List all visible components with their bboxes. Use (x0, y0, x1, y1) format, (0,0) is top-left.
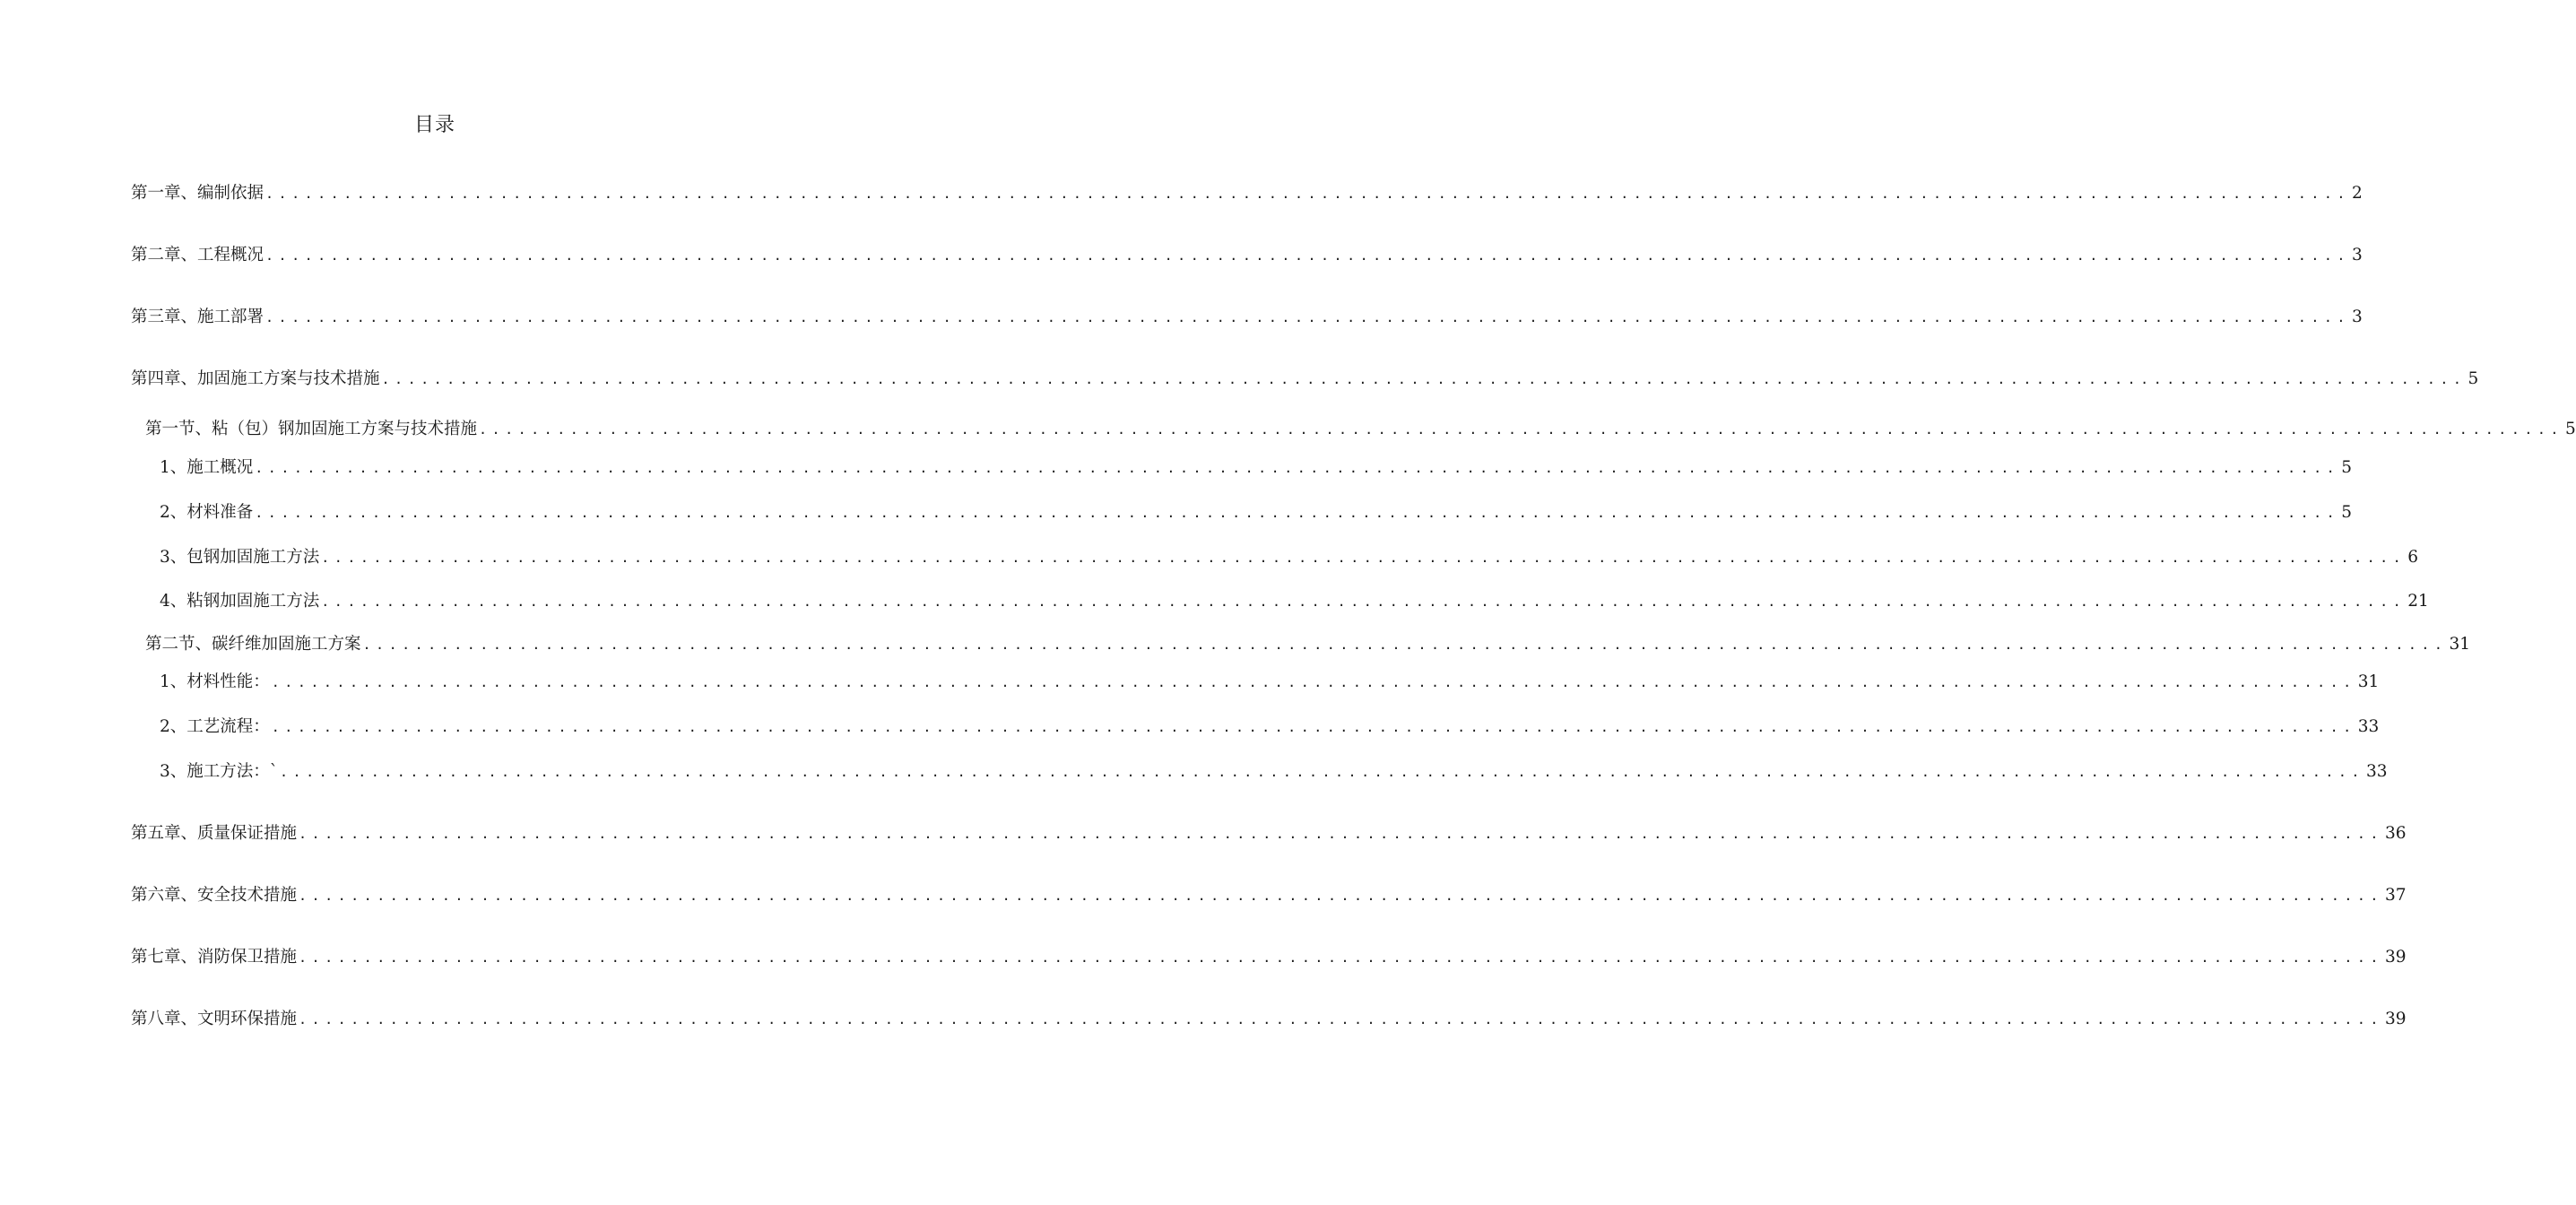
toc-entry-chapter-3[interactable] (131, 301, 2363, 328)
toc-page-number: 31 (2357, 672, 2380, 691)
toc-entry-item-4-2-1[interactable] (160, 666, 2380, 693)
toc-title: 目录 (413, 114, 455, 136)
toc-leader-dots: ................................................................................................................................................................ (271, 674, 2356, 690)
toc-leader-dots: ................................................................................................................................................................ (280, 764, 2364, 780)
toc-entry-item-4-1-1[interactable] (160, 452, 2352, 479)
toc-leader-dots: ................................................................................................................................................................ (479, 421, 2563, 438)
toc-entry-text: 第一章、编制依据 (131, 184, 265, 203)
toc-page-number: 5 (2341, 458, 2352, 477)
toc-entry-chapter-2[interactable] (131, 239, 2363, 266)
toc-entry-text: 1、材料性能： (160, 672, 270, 691)
toc-leader-dots: ................................................................................................................................................................ (362, 637, 2448, 653)
toc-entry-item-4-2-2[interactable] (160, 711, 2380, 738)
toc-leader-dots: ................................................................................................................................................................ (271, 719, 2356, 735)
toc-page-number: 5 (2341, 503, 2352, 522)
toc-entry-text: 第五章、质量保证措施 (131, 824, 298, 843)
toc-page-number: 3 (2351, 308, 2363, 326)
toc-entry-text: 1、施工概况 (160, 458, 254, 477)
toc-page-number: 31 (2449, 635, 2470, 654)
toc-leader-dots: ................................................................................................................................................................ (265, 247, 2350, 264)
toc-page-number: 39 (2384, 1010, 2407, 1028)
toc-entry-text: 4、粘钢加固施工方法 (160, 592, 320, 611)
toc-leader-dots: ................................................................................................................................................................ (255, 505, 2340, 521)
toc-page-number: 3 (2351, 246, 2363, 264)
toc-leader-dots: ................................................................................................................................................................ (299, 1011, 2383, 1027)
toc-entry-chapter-1[interactable] (131, 178, 2363, 204)
toc-page-number: 5 (2564, 420, 2576, 438)
toc-entry-text: 第八章、文明环保措施 (131, 1010, 298, 1028)
toc-entry-text: 第一节、粘（包）钢加固施工方案与技术措施 (145, 420, 478, 438)
toc-page-number: 2 (2351, 184, 2363, 203)
toc-entry-text: 2、工艺流程： (160, 717, 270, 736)
toc-entry-item-4-1-3[interactable] (160, 542, 2418, 568)
toc-page-number: 5 (2468, 369, 2479, 388)
toc-entry-text: 第二节、碳纤维加固施工方案 (145, 635, 361, 654)
toc-entry-text: 3、施工方法：` (160, 762, 279, 781)
toc-page-number: 6 (2407, 548, 2418, 567)
toc-entry-text: 3、包钢加固施工方法 (160, 548, 320, 567)
toc-entry-text: 第三章、施工部署 (131, 308, 265, 326)
toc-leader-dots: ................................................................................................................................................................ (255, 460, 2340, 476)
toc-entry-section-4-1[interactable] (145, 413, 2576, 440)
toc-leader-dots: ................................................................................................................................................................ (299, 826, 2383, 842)
toc-page-number: 39 (2384, 948, 2407, 967)
toc-leader-dots: ................................................................................................................................................................ (321, 550, 2407, 566)
toc-entry-chapter-6[interactable] (131, 880, 2407, 906)
toc-entry-chapter-4[interactable] (131, 363, 2479, 390)
toc-page-number: 37 (2384, 886, 2407, 905)
toc-entry-chapter-8[interactable] (131, 1003, 2407, 1030)
toc-entry-chapter-5[interactable] (131, 818, 2407, 845)
toc-leader-dots: ................................................................................................................................................................ (265, 309, 2350, 325)
toc-page-number: 33 (2357, 717, 2380, 736)
toc-entry-chapter-7[interactable] (131, 941, 2407, 968)
toc-leader-dots: ................................................................................................................................................................ (265, 186, 2350, 202)
toc-entry-item-4-1-4[interactable] (160, 585, 2429, 612)
toc-page-number: 21 (2407, 592, 2429, 611)
toc-page-number: 33 (2365, 762, 2388, 781)
toc-leader-dots: ................................................................................................................................................................ (299, 888, 2383, 904)
toc-leader-dots: ................................................................................................................................................................ (299, 949, 2383, 966)
toc-entry-text: 第二章、工程概况 (131, 246, 265, 264)
toc-leader-dots: ................................................................................................................................................................ (321, 594, 2407, 610)
toc-entry-item-4-1-2[interactable] (160, 497, 2352, 524)
toc-entry-section-4-2[interactable] (145, 629, 2470, 655)
toc-entry-text: 第四章、加固施工方案与技术措施 (131, 369, 380, 388)
toc-entry-text: 第六章、安全技术措施 (131, 886, 298, 905)
toc-entry-text: 2、材料准备 (160, 503, 254, 522)
toc-page-number: 36 (2384, 824, 2407, 843)
toc-entry-item-4-2-3[interactable] (160, 756, 2388, 783)
toc-leader-dots: ................................................................................................................................................................ (381, 371, 2467, 387)
toc-entry-text: 第七章、消防保卫措施 (131, 948, 298, 967)
